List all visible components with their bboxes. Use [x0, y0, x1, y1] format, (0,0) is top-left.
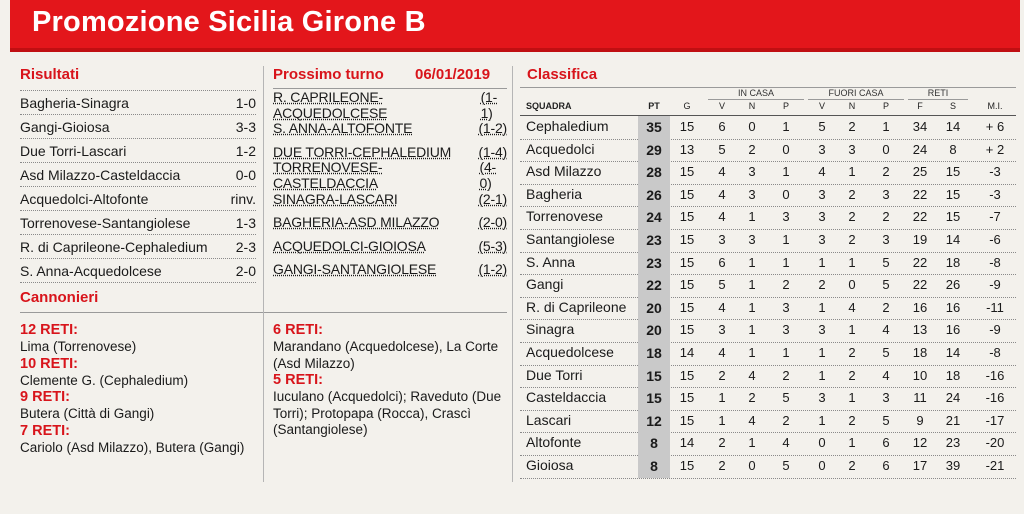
cell-g: 14 [679, 345, 695, 360]
cell-squadra: Lascari [526, 411, 572, 428]
cell-g: 13 [679, 141, 695, 157]
cell-g: 15 [679, 412, 695, 428]
next-match: S. ANNA-ALTOFONTE [273, 120, 413, 137]
cell-squadra: S. Anna [526, 253, 576, 270]
prossimo-turno-date: 06/01/2019 [415, 66, 491, 83]
cell-casa-n: 0 [748, 119, 756, 134]
cell-squadra: Acquedolcese [526, 344, 614, 360]
cell-casa-p: 2 [782, 277, 790, 293]
divider [908, 99, 968, 100]
cell-g: 15 [679, 299, 695, 315]
column-divider [263, 66, 264, 482]
cell-fuori-v: 1 [818, 412, 826, 428]
cell-fuori-n: 1 [848, 164, 856, 180]
next-match: DUE TORRI-CEPHALEDIUM [273, 143, 452, 160]
cell-fuori-p: 4 [882, 322, 890, 338]
cell-fuori-v: 0 [818, 435, 826, 451]
next-match-row [273, 88, 507, 121]
prossimo-turno-label: Prossimo turno [273, 66, 384, 83]
cell-casa-p: 5 [782, 458, 790, 473]
cell-casa-n: 1 [748, 435, 756, 451]
cell-mi: -7 [989, 209, 1001, 225]
next-match: TORRENOVESE-CASTELDACCIA [273, 159, 383, 192]
cell-casa-v: 6 [718, 254, 726, 270]
cell-reti-f: 22 [912, 186, 928, 202]
table-row [520, 139, 1016, 163]
cell-casa-p: 4 [782, 435, 790, 451]
next-match-previous-score: (2-0) [478, 214, 507, 231]
cell-mi: -17 [985, 412, 1005, 428]
cell-fuori-n: 4 [848, 299, 856, 315]
result-match: S. Anna-Acquedolcese [20, 262, 162, 279]
cell-pt: 8 [638, 432, 670, 455]
cell-reti-s: 14 [945, 345, 961, 360]
cell-fuori-v: 3 [818, 186, 826, 202]
cell-reti-s: 16 [945, 322, 961, 338]
cell-g: 15 [679, 254, 695, 270]
cell-casa-n: 4 [748, 412, 756, 428]
cell-fuori-p: 5 [882, 412, 890, 428]
cell-mi: -9 [989, 322, 1001, 338]
result-score: 3-3 [235, 118, 256, 135]
col-reti-s: S [949, 101, 956, 111]
col-casa-p: P [782, 101, 789, 111]
prossimo-turno-title [273, 66, 384, 83]
divider [808, 99, 904, 100]
cell-pt: 18 [638, 342, 670, 365]
next-match-row [273, 159, 507, 192]
cell-reti-s: 18 [945, 367, 961, 383]
table-header-row [520, 101, 1016, 115]
cell-casa-n: 2 [748, 141, 756, 157]
table-row [520, 116, 1016, 140]
cell-casa-v: 3 [718, 232, 726, 247]
cell-squadra: Due Torri [526, 366, 583, 383]
col-fuori-p: P [882, 101, 889, 111]
next-match: GANGI-SANTANGIOLESE [273, 261, 437, 278]
cell-casa-n: 3 [748, 186, 756, 202]
cell-mi: -9 [989, 277, 1001, 293]
table-row [520, 206, 1016, 230]
result-row [20, 235, 256, 259]
table-row [520, 319, 1016, 343]
cell-reti-f: 13 [912, 322, 928, 338]
result-match: Bagheria-Sinagra [20, 94, 129, 111]
cell-fuori-n: 1 [848, 435, 856, 451]
cell-reti-f: 11 [913, 390, 927, 406]
cell-squadra: Cephaledium [526, 118, 609, 134]
cell-casa-v: 1 [718, 390, 726, 406]
result-row [20, 115, 256, 139]
cell-mi: -21 [985, 458, 1005, 473]
cell-mi: -3 [989, 186, 1001, 202]
cell-reti-f: 25 [912, 164, 928, 180]
cell-reti-s: 16 [945, 299, 961, 315]
result-row [20, 211, 256, 235]
cell-squadra: Santangiolese [526, 231, 615, 247]
result-score: 1-2 [235, 142, 256, 159]
cell-casa-p: 0 [782, 141, 790, 157]
cell-squadra: Bagheria [526, 185, 583, 202]
scorer-names: Cariolo (Asd Milazzo), Butera (Gangi) [20, 439, 245, 455]
result-row [20, 163, 256, 187]
cell-fuori-n: 2 [848, 119, 856, 134]
cannonieri-right [273, 322, 507, 439]
cell-g: 15 [679, 390, 695, 406]
cell-casa-p: 1 [782, 232, 790, 247]
cell-casa-v: 5 [718, 277, 726, 293]
cell-casa-n: 1 [748, 209, 756, 225]
col-squadra: SQUADRA [526, 101, 572, 111]
cell-squadra: Asd Milazzo [526, 163, 602, 180]
cell-casa-v: 6 [718, 119, 726, 134]
cell-reti-f: 34 [912, 119, 928, 134]
cell-casa-v: 2 [718, 435, 726, 451]
cell-fuori-v: 3 [818, 232, 826, 247]
cell-fuori-n: 2 [848, 209, 856, 225]
cell-pt: 15 [638, 387, 670, 410]
cell-casa-p: 3 [782, 209, 790, 225]
cell-fuori-n: 0 [848, 277, 856, 293]
cell-squadra: Altofonte [526, 434, 582, 451]
cell-fuori-n: 1 [848, 390, 856, 406]
table-row [520, 161, 1016, 185]
table-row [520, 184, 1016, 208]
scorer-goals-label: 9 RETI: [20, 389, 70, 405]
cell-pt: 22 [638, 274, 670, 297]
cell-casa-v: 2 [718, 367, 726, 383]
next-match: R. CAPRILEONE-ACQUEDOLCESE [273, 88, 388, 121]
cell-casa-p: 1 [782, 254, 790, 270]
divider [708, 99, 804, 100]
result-score: 1-3 [235, 214, 256, 231]
cell-fuori-p: 5 [882, 254, 890, 270]
cell-fuori-p: 2 [882, 164, 890, 180]
cell-mi: + 6 [985, 119, 1005, 134]
cell-casa-n: 1 [748, 299, 756, 315]
scorer-goals-label: 10 RETI: [20, 355, 79, 372]
cell-reti-f: 16 [912, 299, 928, 315]
cell-casa-n: 1 [748, 345, 756, 360]
cell-reti-f: 22 [912, 209, 928, 225]
scorer-goals-label: 7 RETI: [20, 422, 70, 439]
col-mi: M.I. [987, 101, 1003, 111]
cell-pt: 20 [638, 297, 670, 320]
cell-casa-n: 1 [748, 322, 756, 338]
next-match-previous-score: (1-2) [478, 261, 507, 278]
cell-mi: -20 [985, 435, 1005, 451]
table-row [520, 432, 1016, 456]
cell-pt: 20 [638, 319, 670, 342]
cell-fuori-p: 3 [882, 232, 890, 247]
cell-reti-f: 24 [912, 141, 928, 157]
cell-casa-p: 0 [782, 186, 790, 202]
page-title: Promozione Sicilia Girone B [32, 6, 426, 38]
cell-casa-p: 2 [782, 412, 790, 428]
cell-reti-s: 15 [945, 164, 961, 180]
cell-mi: -11 [986, 299, 1004, 315]
cell-pt: 35 [638, 116, 670, 139]
cell-reti-s: 18 [945, 254, 961, 270]
cell-mi: -16 [985, 367, 1005, 383]
cell-casa-v: 5 [718, 141, 726, 157]
cell-fuori-v: 5 [818, 119, 826, 134]
cell-fuori-v: 1 [818, 254, 826, 270]
cell-casa-p: 1 [782, 164, 790, 180]
cell-g: 15 [679, 186, 695, 202]
cell-casa-v: 4 [718, 299, 726, 315]
cell-pt: 23 [638, 252, 670, 275]
cell-fuori-p: 1 [882, 119, 890, 134]
next-match-previous-score: (2-1) [478, 190, 507, 207]
cell-fuori-p: 5 [882, 345, 890, 360]
cell-pt: 28 [638, 161, 670, 184]
cell-reti-s: 23 [945, 435, 961, 451]
result-match: Gangi-Gioiosa [20, 118, 110, 135]
column-divider [512, 66, 513, 482]
col-casa-n: N [748, 101, 756, 111]
cell-reti-s: 39 [945, 458, 961, 473]
cell-casa-n: 3 [748, 232, 756, 247]
cell-fuori-p: 6 [882, 458, 890, 473]
next-match-previous-score: (1-4) [478, 143, 507, 160]
cell-casa-p: 3 [782, 322, 790, 338]
result-match: Torrenovese-Santangiolese [20, 214, 191, 231]
cell-fuori-n: 3 [848, 141, 856, 157]
cell-squadra: Gangi [526, 276, 564, 293]
result-score: rinv. [230, 190, 256, 207]
cell-fuori-v: 2 [818, 277, 826, 293]
cell-casa-v: 1 [718, 412, 726, 428]
cell-casa-v: 4 [718, 186, 726, 202]
cell-casa-n: 4 [748, 367, 756, 383]
cell-fuori-v: 3 [818, 322, 826, 338]
cell-reti-f: 12 [912, 435, 928, 451]
cell-fuori-n: 2 [848, 186, 856, 202]
next-match-row [273, 234, 507, 258]
cell-casa-v: 4 [718, 209, 726, 225]
col-casa-v: V [718, 101, 725, 111]
scorer-goals-label: 5 RETI: [273, 372, 323, 388]
cell-reti-s: 14 [945, 232, 961, 247]
cell-reti-f: 17 [912, 458, 928, 473]
cell-squadra: Sinagra [526, 321, 575, 338]
prossimo-turno-list [273, 88, 507, 281]
scorer-goals-label: 12 RETI: [20, 322, 79, 338]
scorer-names: Butera (Città di Gangi) [20, 406, 155, 421]
cell-fuori-v: 1 [818, 367, 826, 383]
cell-mi: -6 [989, 232, 1001, 247]
cell-g: 15 [679, 119, 695, 134]
cell-casa-p: 3 [782, 299, 790, 315]
cell-reti-f: 22 [912, 254, 928, 270]
table-row [520, 229, 1016, 253]
cell-fuori-n: 1 [848, 254, 856, 270]
cell-fuori-n: 1 [848, 322, 856, 338]
cell-casa-v: 4 [718, 345, 726, 360]
cell-fuori-n: 2 [848, 458, 856, 473]
cell-mi: + 2 [985, 141, 1005, 157]
cell-fuori-p: 6 [882, 435, 890, 451]
cell-fuori-p: 3 [882, 186, 890, 202]
cell-casa-n: 1 [748, 277, 756, 293]
cell-reti-s: 24 [945, 390, 961, 406]
cell-g: 14 [679, 435, 695, 451]
cell-fuori-p: 2 [882, 299, 890, 315]
cell-reti-s: 15 [945, 209, 961, 225]
cell-reti-f: 22 [912, 277, 928, 293]
cell-reti-s: 26 [945, 277, 961, 293]
cell-casa-p: 1 [782, 345, 790, 360]
cell-pt: 29 [638, 139, 670, 162]
table-row [520, 410, 1016, 434]
cell-fuori-n: 2 [848, 345, 856, 360]
cell-g: 15 [679, 164, 695, 180]
table-row [520, 455, 1016, 479]
table-row [520, 274, 1016, 298]
next-match: ACQUEDOLCI-GIOIOSA [273, 237, 426, 254]
cell-fuori-p: 3 [882, 390, 890, 406]
cell-fuori-p: 0 [882, 141, 890, 157]
table-row [520, 342, 1016, 366]
risultati-list [20, 90, 256, 283]
cell-casa-n: 2 [748, 390, 756, 406]
next-match-row [273, 211, 507, 235]
cell-casa-p: 2 [782, 367, 790, 383]
result-score: 2-0 [235, 262, 256, 279]
result-row [20, 259, 256, 283]
cell-fuori-p: 2 [882, 209, 890, 225]
result-match: Acquedolci-Altofonte [20, 190, 149, 207]
risultati-title: Risultati [20, 66, 80, 83]
cell-fuori-n: 2 [848, 412, 856, 428]
cell-mi: -16 [985, 390, 1005, 406]
next-match-row [273, 258, 507, 282]
cell-squadra: R. di Caprileone [526, 298, 627, 315]
cell-casa-n: 0 [748, 458, 756, 473]
result-match: Asd Milazzo-Casteldaccia [20, 166, 181, 183]
next-match: SINAGRA-LASCARI [273, 190, 398, 207]
cell-g: 15 [679, 232, 695, 247]
scorer-names: Marandano (Acquedolcese), La Corte (Asd Milazzo) [273, 339, 499, 371]
cell-g: 15 [679, 367, 695, 383]
cell-squadra: Torrenovese [526, 208, 604, 225]
col-fuori-n: N [848, 101, 856, 111]
col-reti-f: F [917, 101, 923, 111]
cell-reti-s: 21 [945, 412, 961, 428]
cell-squadra: Gioiosa [526, 457, 574, 473]
reti-header: RETI [927, 88, 949, 98]
cell-pt: 23 [638, 229, 670, 252]
table-row [520, 387, 1016, 411]
next-match: BAGHERIA-ASD MILAZZO [273, 214, 440, 231]
result-score: 2-3 [235, 238, 256, 255]
table-row [520, 365, 1016, 389]
cell-fuori-v: 3 [818, 209, 826, 225]
result-row [20, 90, 256, 115]
result-row [20, 139, 256, 163]
next-match-previous-score: (1-1) [480, 88, 498, 121]
cell-reti-s: 15 [945, 186, 961, 202]
result-match: R. di Caprileone-Cephaledium [20, 238, 208, 255]
cell-casa-v: 4 [718, 164, 726, 180]
cell-casa-p: 1 [782, 119, 790, 134]
cell-pt: 24 [638, 206, 670, 229]
classifica-title: Classifica [527, 66, 598, 83]
cell-fuori-v: 0 [818, 458, 826, 473]
cell-reti-f: 10 [912, 367, 928, 383]
result-score: 1-0 [235, 94, 256, 111]
cell-reti-s: 8 [949, 141, 957, 157]
col-fuori-v: V [818, 101, 825, 111]
cell-pt: 26 [638, 184, 670, 207]
cell-g: 15 [679, 277, 695, 293]
col-pt: PT [648, 101, 660, 111]
cell-pt: 15 [638, 365, 670, 388]
scorer-names: Lima (Torrenovese) [20, 339, 137, 354]
next-match-previous-score: (1-2) [478, 120, 507, 137]
col-g: G [683, 101, 691, 111]
cell-mi: -8 [989, 254, 1001, 270]
cell-fuori-n: 2 [848, 232, 856, 247]
cannonieri-title: Cannonieri [20, 289, 99, 306]
cell-g: 15 [679, 458, 695, 473]
cell-fuori-v: 3 [818, 141, 826, 157]
next-match-previous-score: (4-0) [479, 159, 496, 192]
cell-fuori-v: 4 [818, 164, 826, 180]
cell-casa-v: 3 [718, 322, 726, 338]
cell-squadra: Casteldaccia [526, 389, 607, 406]
cannonieri-left [20, 322, 250, 456]
result-match: Due Torri-Lascari [20, 142, 127, 159]
cell-mi: -8 [989, 345, 1001, 360]
table-row [520, 297, 1016, 321]
scorer-names: Clemente G. (Cephaledium) [20, 372, 189, 388]
cell-pt: 8 [638, 455, 670, 478]
next-match-previous-score: (5-3) [478, 237, 507, 254]
cell-fuori-p: 4 [882, 367, 890, 383]
cell-mi: -3 [989, 164, 1001, 180]
cell-reti-f: 18 [912, 345, 928, 360]
cell-reti-f: 9 [916, 412, 924, 428]
cell-casa-p: 5 [782, 390, 790, 406]
cell-pt: 12 [638, 410, 670, 433]
cell-fuori-v: 1 [818, 299, 826, 315]
cell-fuori-v: 1 [818, 345, 826, 360]
scorer-names: Iuculano (Acquedolci); Raveduto (Due Torri); Protopapa (Rocca), Crascì (Santangiolese) [273, 389, 502, 437]
in-casa-header: IN CASA [737, 88, 774, 98]
cell-g: 15 [679, 322, 695, 338]
fuori-casa-header: FUORI CASA [828, 88, 884, 98]
cell-reti-s: 14 [945, 119, 961, 134]
cell-squadra: Acquedolci [526, 140, 595, 157]
result-score: 0-0 [235, 166, 256, 183]
table-row [520, 252, 1016, 276]
cell-casa-n: 3 [748, 164, 756, 180]
cell-casa-n: 1 [748, 254, 756, 270]
cell-fuori-p: 5 [882, 277, 890, 293]
result-row [20, 187, 256, 211]
cell-casa-v: 2 [718, 458, 726, 473]
cell-g: 15 [679, 209, 695, 225]
cell-fuori-v: 3 [818, 390, 826, 406]
header-banner [10, 0, 1020, 52]
cell-reti-f: 19 [912, 232, 928, 247]
scorer-goals-label: 6 RETI: [273, 322, 323, 338]
cell-fuori-n: 2 [848, 367, 856, 383]
